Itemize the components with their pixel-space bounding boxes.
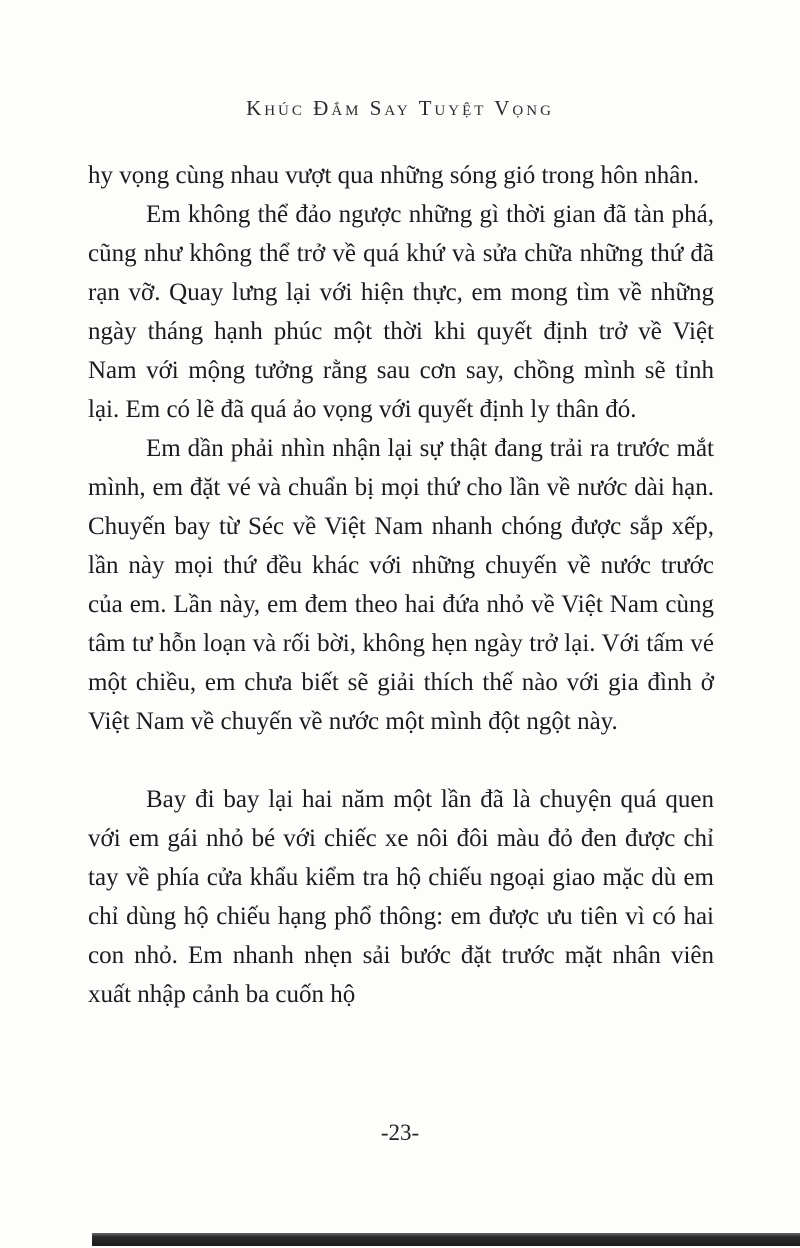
paragraph: Em không thể đảo ngược những gì thời gian đã tàn phá, cũng như không thể trở về quá khứ và sửa chữa những thứ đã rạn vỡ. Quay lưng lại với hiện thực, em mong tìm về những ngày tháng hạnh phúc một thời khi quyết định trở về Việt Nam với mộng tưởng rằng sau cơn say, chồng mình sẽ tỉnh lại. Em có lẽ đã quá ảo vọng với quyết định ly thân đó. xyxy=(88,201,714,423)
paragraph: hy vọng cùng nhau vượt qua những sóng gió trong hôn nhân. xyxy=(88,162,700,189)
running-header: Khúc Đắm Say Tuyệt Vọng xyxy=(246,96,554,120)
paragraph: Bay đi bay lại hai năm một lần đã là chuyện quá quen với em gái nhỏ bé với chiếc xe nôi đôi màu đỏ đen được chỉ tay về phía cửa khẩu kiểm tra hộ chiếu ngoại giao mặc dù em chỉ dùng hộ chiếu hạng phổ thông: em được ưu tiên vì có hai con nhỏ. Em nhanh nhẹn sải bước đặt trước mặt nhân viên xuất nhập cảnh ba cuốn hộ xyxy=(88,786,714,1008)
page-number: -23- xyxy=(380,1120,420,1145)
paragraph: Em dần phải nhìn nhận lại sự thật đang trải ra trước mắt mình, em đặt vé và chuẩn bị mọi thứ cho lần về nước dài hạn. Chuyến bay từ Séc về Việt Nam nhanh chóng được sắp xếp, lần này mọi thứ đều khác với những chuyến về nước trước của em. Lần này, em đem theo hai đứa nhỏ về Việt Nam cùng tâm tư hỗn loạn và rối bời, không hẹn ngày trở lại. Với tấm vé một chiều, em chưa biết sẽ giải thích thế nào với gia đình ở Việt Nam về chuyến về nước một mình đột ngột này. xyxy=(88,435,714,735)
page-body xyxy=(88,156,714,1014)
scan-edge-bar xyxy=(92,1233,800,1246)
